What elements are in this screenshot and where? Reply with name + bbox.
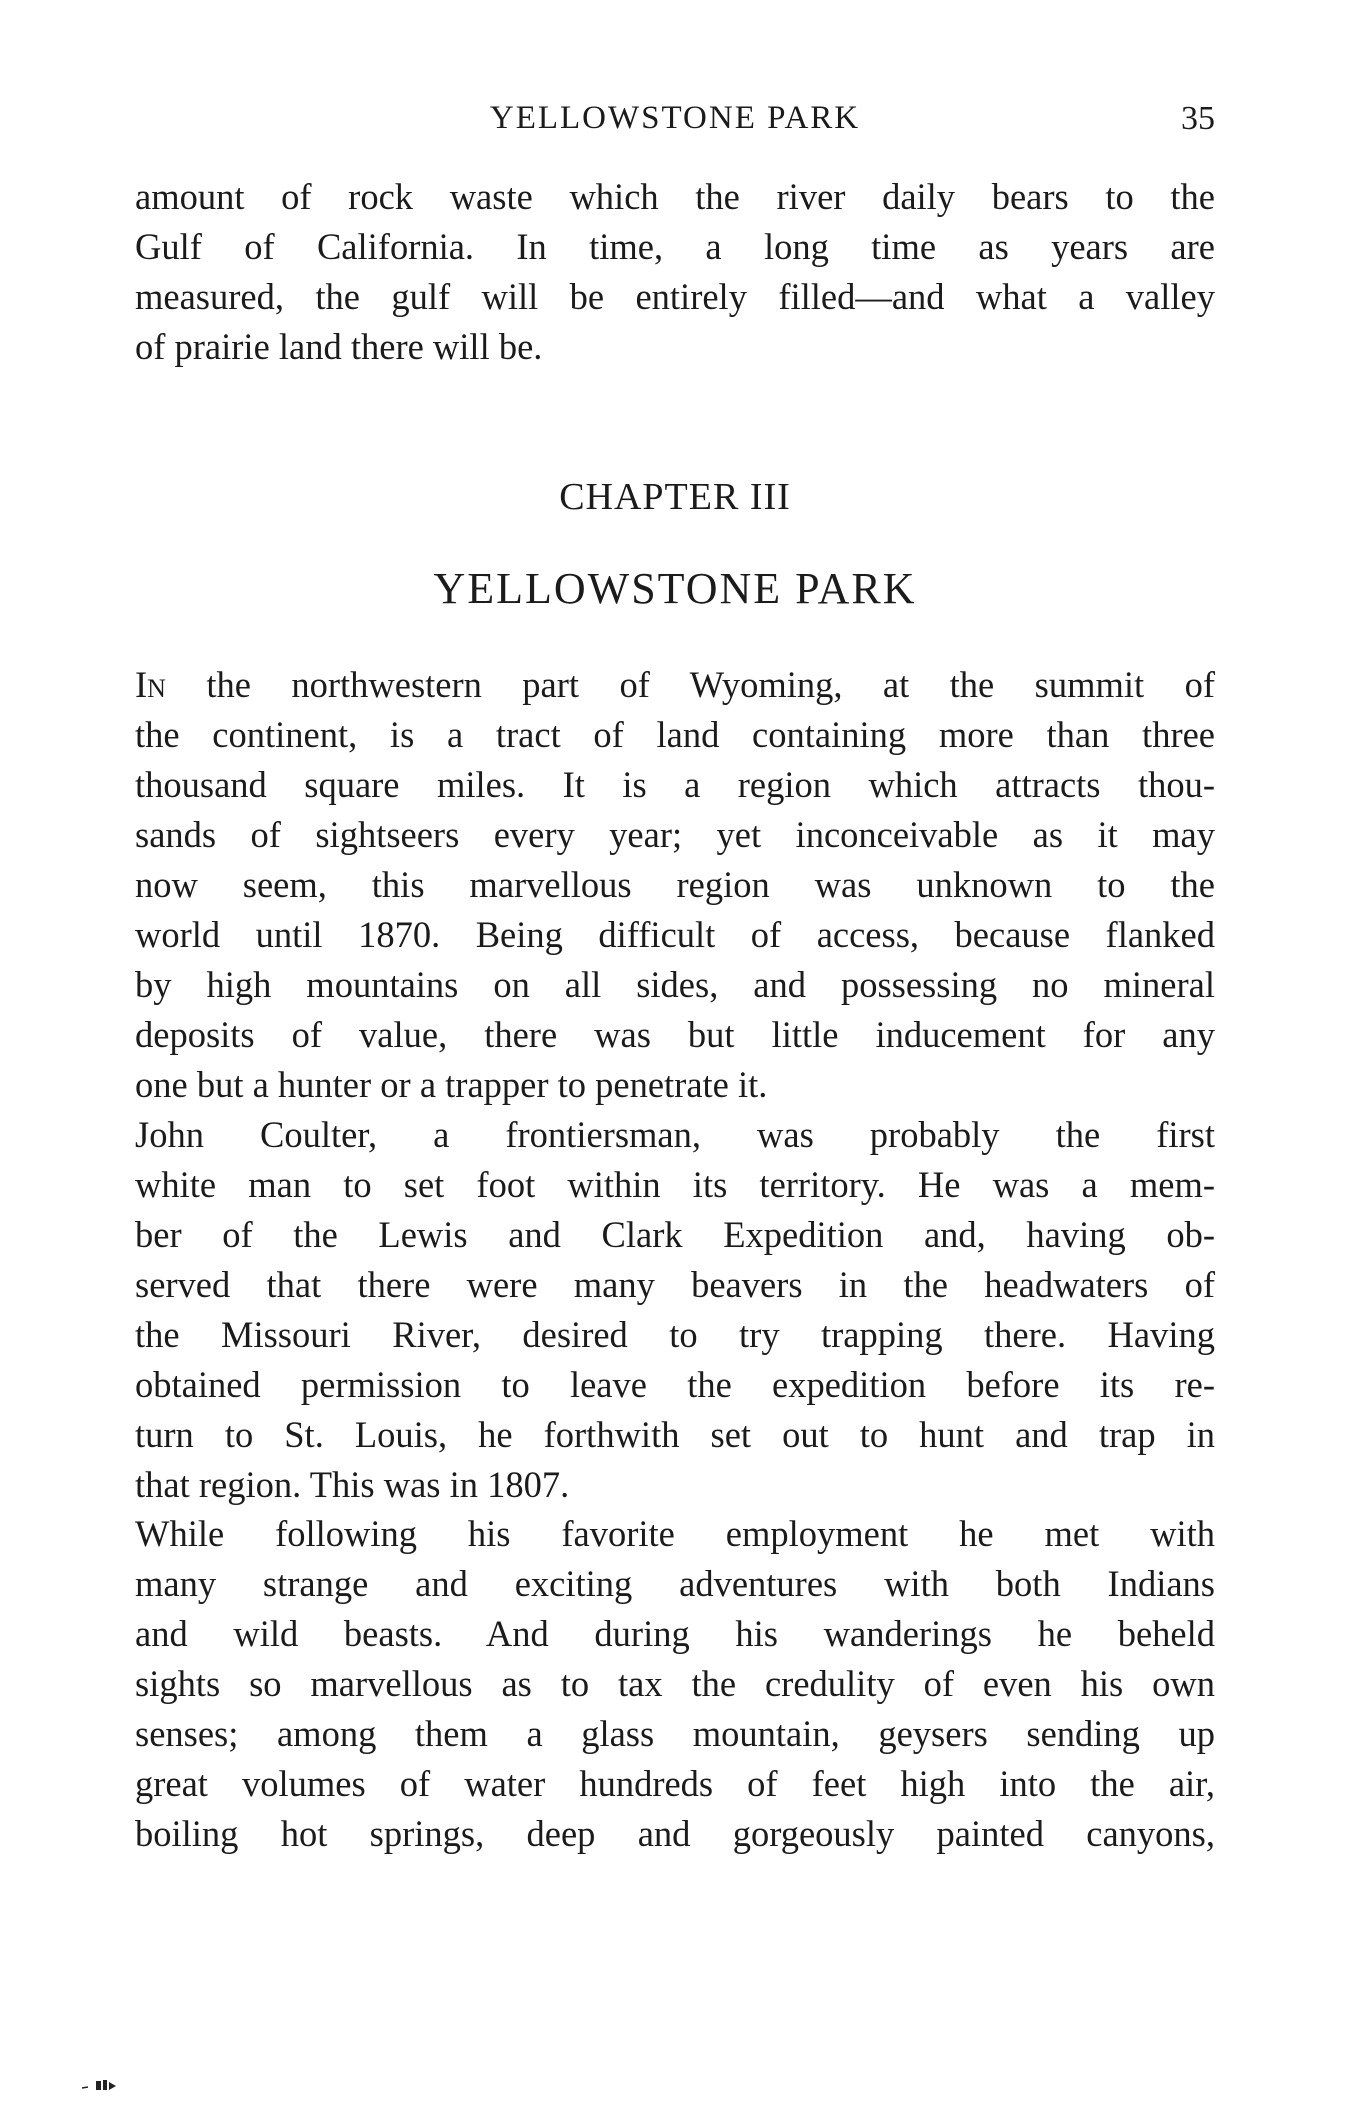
paragraph-line: deposits of value, there was but little inducement for any: [135, 1014, 1215, 1055]
paragraph-line: sands of sightseers every year; yet inconceivable as it may: [135, 814, 1215, 855]
paragraph-line: and wild beasts. And during his wanderings he beheld: [135, 1613, 1215, 1654]
paragraph-opening: [135, 660, 1215, 1110]
paragraph-line: turn to St. Louis, he forthwith set out to hunt and trap in: [135, 1414, 1215, 1455]
paragraph-line: world until 1870. Being difficult of access, because flanked: [135, 914, 1215, 955]
running-head-title: YELLOWSTONE PARK: [489, 100, 861, 136]
chapter-title: YELLOWSTONE PARK: [433, 564, 917, 613]
paragraph-line: the continent, is a tract of land containing more than three: [135, 714, 1215, 755]
paragraph-adventures: [135, 1509, 1215, 1859]
paragraph-continued: [135, 172, 1215, 372]
paragraph-line: John Coulter, a frontiersman, was probably the first: [135, 1114, 1215, 1155]
paragraph-line: served that there were many beavers in the headwaters of: [135, 1264, 1215, 1305]
paragraph-line: measured, the gulf will be entirely filled—and what a valley: [135, 276, 1215, 317]
paragraph-line: Gulf of California. In time, a long time as years are: [135, 226, 1215, 267]
running-head: [135, 100, 1215, 140]
paragraph-first-line: [135, 660, 1215, 710]
paragraph-line: by high mountains on all sides, and possessing no mineral: [135, 964, 1215, 1005]
paragraph-line: many strange and exciting adventures with both Indians: [135, 1563, 1215, 1604]
paragraph-line: the Missouri River, desired to try trapping there. Having: [135, 1314, 1215, 1355]
paragraph-line: sights so marvellous as to tax the credulity of even his own: [135, 1663, 1215, 1704]
paragraph-line: ber of the Lewis and Clark Expedition and, having ob-: [135, 1214, 1215, 1255]
chapter-number: CHAPTER III: [559, 476, 791, 518]
paragraph-line: great volumes of water hundreds of feet high into the air,: [135, 1763, 1215, 1804]
paragraph-line: white man to set foot within its territory. He was a mem-: [135, 1164, 1215, 1205]
paragraph-line: now seem, this marvellous region was unknown to the: [135, 864, 1215, 905]
paragraph-line: amount of rock waste which the river daily bears to the: [135, 176, 1215, 217]
opening-word: In: [135, 664, 166, 705]
page-number: 35: [1181, 100, 1215, 137]
paragraph-line: of prairie land there will be.: [135, 326, 543, 367]
paragraph-line: obtained permission to leave the expedition before its re-: [135, 1364, 1215, 1405]
paragraph-line: thousand square miles. It is a region which attracts thou-: [135, 764, 1215, 805]
paragraph-line: While following his favorite employment he met with: [135, 1513, 1215, 1554]
paragraph-line: that region. This was in 1807.: [135, 1464, 570, 1505]
first-line-rest: the northwestern part of Wyoming, at the summit of: [165, 664, 1215, 705]
paragraph-line: senses; among them a glass mountain, geysers sending up: [135, 1713, 1215, 1754]
paragraph-line: one but a hunter or a trapper to penetrate it.: [135, 1064, 768, 1105]
paragraph-coulter: [135, 1110, 1215, 1510]
paragraph-line: boiling hot springs, deep and gorgeously painted canyons,: [135, 1813, 1215, 1854]
scan-smudge-mark: [82, 2078, 132, 2092]
